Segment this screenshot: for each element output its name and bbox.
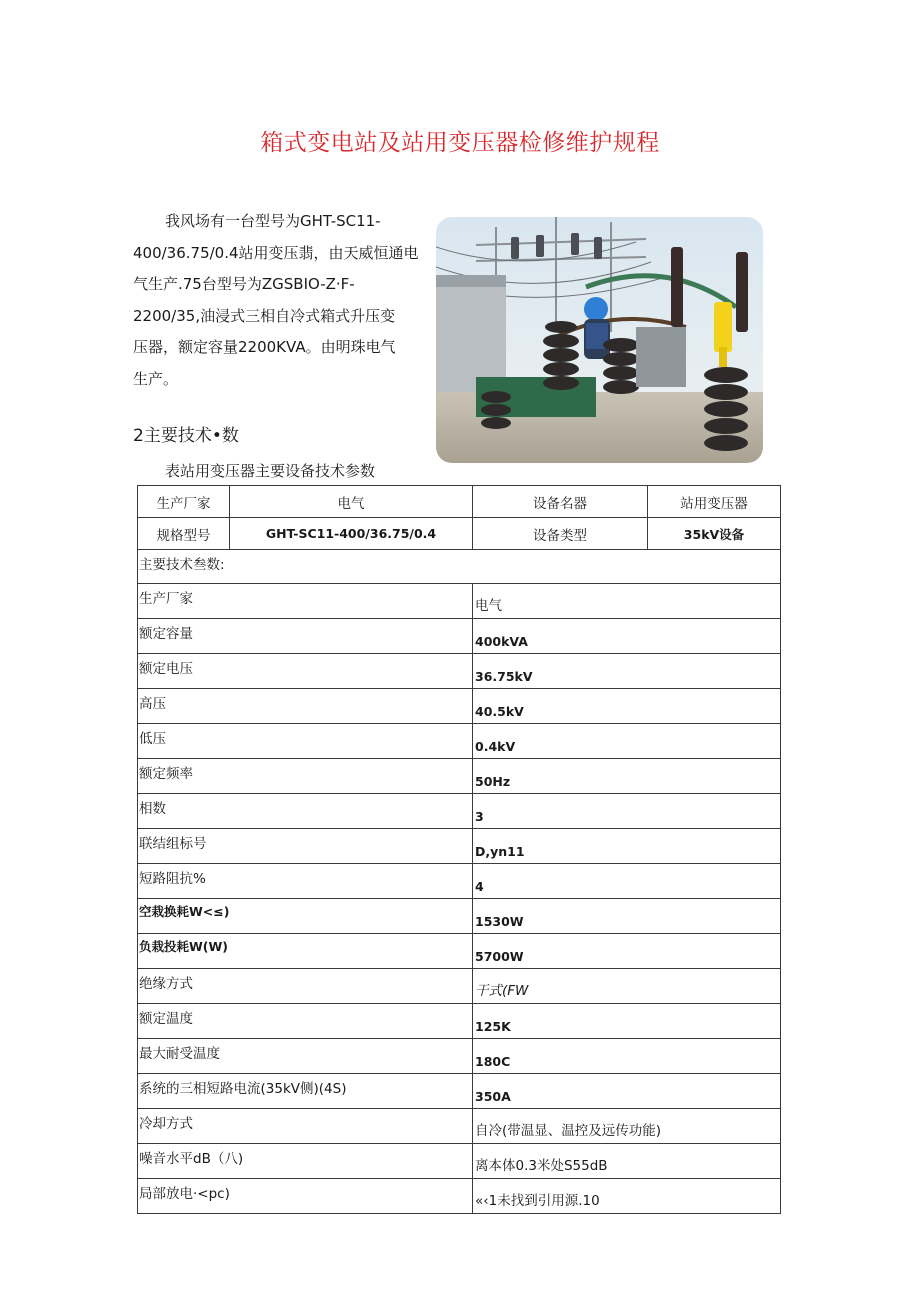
param-value: 4 [473, 864, 781, 899]
param-value: 0.4kV [473, 724, 781, 759]
param-value: 1530W [473, 899, 781, 934]
param-value: 50Hz [473, 759, 781, 794]
section-heading: 2主要技术•数 [133, 426, 239, 446]
param-label: 联结组标号 [138, 829, 473, 864]
table-row [138, 864, 781, 899]
table-row [138, 934, 781, 969]
table-row [138, 486, 781, 518]
param-label: 最大耐受温度 [138, 1039, 473, 1074]
table-row [138, 518, 781, 550]
table-row [138, 899, 781, 934]
param-value: 125K [473, 1004, 781, 1039]
param-label: 噪音水平dB（八) [138, 1144, 473, 1179]
table-row [138, 1004, 781, 1039]
table-cell: 生产厂家 [138, 486, 230, 518]
table-section-label: 主要技术叁数: [138, 550, 781, 584]
table-cell: 设备类型 [473, 518, 648, 550]
param-value: 350A [473, 1074, 781, 1109]
table-row [138, 829, 781, 864]
substation-worker-photo [436, 217, 763, 463]
param-label: 额定电压 [138, 654, 473, 689]
table-row [138, 1179, 781, 1214]
param-value: «‹1未找到引用源.10 [473, 1179, 781, 1214]
table-row [138, 619, 781, 654]
param-value: 40.5kV [473, 689, 781, 724]
table-row [138, 724, 781, 759]
param-value: 36.75kV [473, 654, 781, 689]
table-row [138, 584, 781, 619]
param-label: 额定容量 [138, 619, 473, 654]
intro-line: 我风场有一台型号为GHT-SC11- [165, 212, 381, 230]
param-value: D,yn11 [473, 829, 781, 864]
table-row [138, 1039, 781, 1074]
intro-paragraph [133, 206, 425, 395]
param-label: 低压 [138, 724, 473, 759]
table-cell: 站用变压器 [648, 486, 781, 518]
table-row [138, 969, 781, 1004]
param-label: 局部放电·<pc) [138, 1179, 473, 1214]
intro-line: 气生产.75台型号为ZGSBIO-Z·F- [133, 275, 355, 293]
param-value: 离本体0.3米处S55dB [473, 1144, 781, 1179]
table-section-row [138, 550, 781, 584]
table-cell: 35kV设备 [648, 518, 781, 550]
table-cell: 设备名器 [473, 486, 648, 518]
param-value: 5700W [473, 934, 781, 969]
param-label: 额定温度 [138, 1004, 473, 1039]
param-label: 空栽换耗W<≤) [138, 899, 473, 934]
table-row [138, 1144, 781, 1179]
param-label: 生产厂家 [138, 584, 473, 619]
table-row [138, 794, 781, 829]
param-value: 180C [473, 1039, 781, 1074]
param-value: 干式(FW [473, 969, 781, 1004]
table-row [138, 654, 781, 689]
param-label: 负栽投耗W(W) [138, 934, 473, 969]
param-label: 相数 [138, 794, 473, 829]
table-row [138, 689, 781, 724]
table-row [138, 1109, 781, 1144]
param-label: 短路阻抗% [138, 864, 473, 899]
table-cell: 规格型号 [138, 518, 230, 550]
table-row [138, 759, 781, 794]
intro-line: 生产。 [133, 369, 179, 388]
param-value: 3 [473, 794, 781, 829]
table-row [138, 1074, 781, 1109]
param-label: 冷却方式 [138, 1109, 473, 1144]
param-value: 电气 [473, 584, 781, 619]
intro-line: 400/36.75/0.4站用变压翡，由天威恒通电 [133, 243, 419, 262]
table-cell: 电气 [230, 486, 473, 518]
intro-line: 2200/35,油浸式三相自冷式箱式升压变 [133, 306, 396, 325]
page-title: 箱式变电站及站用变压器检修维护规程 [260, 130, 660, 156]
intro-line: 压器，额定容量2200KVA。由明珠电气 [133, 338, 396, 356]
table-caption: 表站用变压器主要设备技术参数 [165, 462, 376, 480]
param-label: 绝缘方式 [138, 969, 473, 1004]
param-label: 额定频率 [138, 759, 473, 794]
param-value: 自冷(带温显、温控及远传功能) [473, 1109, 781, 1144]
table-cell: GHT-SC11-400/36.75/0.4 [230, 518, 473, 550]
param-label: 系统的三相短路电流(35kV侧)(4S) [138, 1074, 473, 1109]
param-value: 400kVA [473, 619, 781, 654]
technical-parameters-table [137, 485, 781, 1214]
param-label: 高压 [138, 689, 473, 724]
